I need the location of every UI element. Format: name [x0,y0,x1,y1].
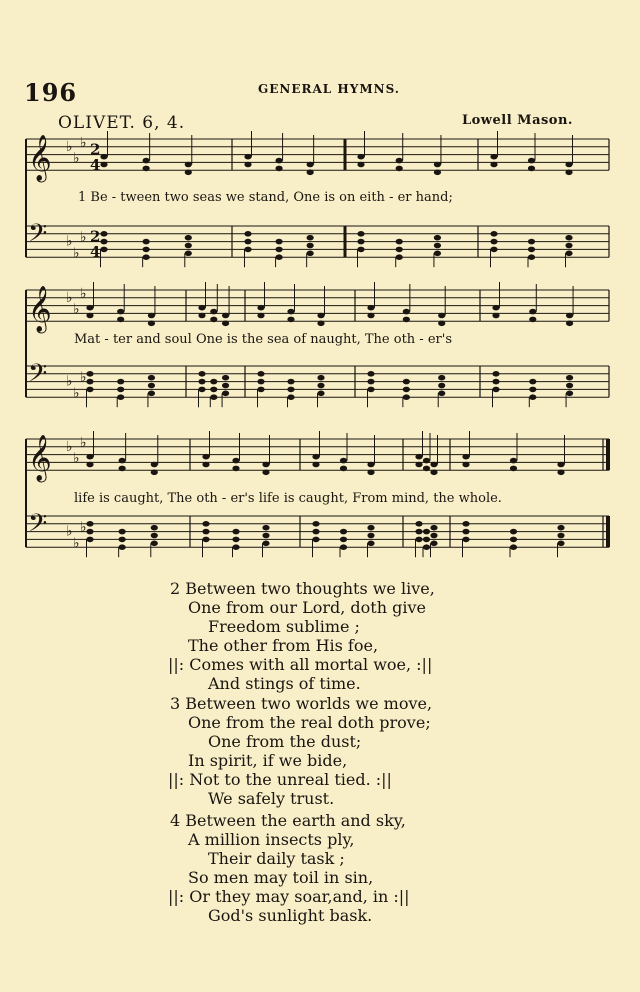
note-head [210,387,217,393]
note-head [529,317,536,323]
note-head [490,162,497,168]
note-head [312,462,319,468]
note-head [423,458,430,464]
note-head [222,391,229,397]
note-head [434,162,441,168]
note-head [423,537,430,543]
note-head [415,537,422,543]
note-head [287,317,294,323]
note-head [222,321,229,327]
note-head [566,375,573,381]
note-head [312,537,319,543]
note-head [565,251,572,257]
verse-line: God's sunlight bask. [208,906,373,925]
note-head [528,166,535,172]
note-head [367,462,374,468]
time-signature-bottom: 4 [90,156,101,175]
note-head [117,387,124,393]
note-head [86,379,93,385]
page-number: 196 [24,78,78,107]
note-head [257,371,264,377]
note-head [415,462,422,468]
verse-3 [170,694,432,808]
note-head [119,537,126,543]
bass-clef-icon: 𝄢 [28,219,48,254]
flat-icon: ♭ [73,450,80,467]
note-head [430,533,437,539]
note-head [340,537,347,543]
note-head [222,375,229,381]
verse-line: Freedom sublime ; [208,617,360,636]
note-head [210,394,217,400]
note-head [148,375,155,381]
note-head [222,313,229,319]
note-head [317,321,324,327]
note-head [492,305,499,311]
note-head [557,525,564,531]
note-head [117,394,124,400]
note-head [185,251,192,257]
note-head [287,309,294,315]
verse-line: ||: Comes with all mortal woe, :|| [168,655,433,674]
verse-line: In spirit, if we bide, [188,751,348,770]
note-head [415,521,422,527]
verse-line: 2 Between two thoughts we live, [170,579,435,598]
note-head [151,541,158,547]
verse-line: ||: Or they may soar,and, in :|| [168,887,410,906]
note-head [438,375,445,381]
note-head [340,544,347,550]
note-head [119,458,126,464]
verse-line: And stings of time. [208,674,361,693]
note-head [367,525,374,531]
note-head [198,387,205,393]
note-head [423,466,430,472]
note-head [151,533,158,539]
bass-clef-icon: 𝄢 [28,359,48,394]
note-head [396,254,403,260]
flat-icon: ♭ [66,438,73,455]
note-head [100,162,107,168]
note-head [462,529,469,535]
note-head [143,158,150,164]
note-head [357,247,364,253]
treble-clef-icon: 𝄞 [28,135,52,181]
flat-icon: ♭ [73,535,80,552]
note-head [210,309,217,315]
note-head [244,162,251,168]
note-head [143,239,150,245]
note-head [185,162,192,168]
note-head [143,247,150,253]
note-head [510,529,517,535]
note-head [529,387,536,393]
note-head [490,231,497,237]
note-head [557,541,564,547]
note-head [434,251,441,257]
note-head [117,379,124,385]
note-head [257,387,264,393]
treble-clef-icon: 𝄞 [28,286,52,332]
note-head [396,166,403,172]
composer-name: Lowell Mason. [462,113,573,128]
note-head [367,379,374,385]
flat-icon: ♭ [66,373,73,390]
treble-clef-icon: 𝄞 [28,435,52,481]
note-head [86,454,93,460]
verse-line: 4 Between the earth and sky, [170,811,406,830]
note-head [510,466,517,472]
note-head [312,529,319,535]
note-head [100,154,107,160]
note-head [492,371,499,377]
flat-icon: ♭ [66,289,73,306]
hymn-title: OLIVET. 6, 4. [58,113,186,133]
verse-line: The other from His foe, [188,636,379,655]
note-head [340,529,347,535]
note-head [529,379,536,385]
note-head [396,158,403,164]
note-head [340,458,347,464]
note-head [357,239,364,245]
flat-icon: ♭ [66,138,73,155]
note-head [86,313,93,319]
note-head [438,313,445,319]
note-head [403,309,410,315]
note-head [566,391,573,397]
note-head [275,166,282,172]
note-head [492,387,499,393]
note-head [430,541,437,547]
note-head [492,313,499,319]
flat-icon: ♭ [73,245,80,262]
note-head [151,525,158,531]
note-head [287,394,294,400]
note-head [244,231,251,237]
note-head [262,462,269,468]
note-head [438,391,445,397]
flat-icon: ♭ [80,229,87,246]
note-head [198,379,205,385]
note-head [198,313,205,319]
note-head [257,305,264,311]
note-head [403,394,410,400]
note-head [275,158,282,164]
verse-line: ||: Not to the unreal tied. :|| [168,770,392,789]
note-head [307,235,314,241]
note-head [510,458,517,464]
note-head [202,454,209,460]
note-head [119,544,126,550]
note-head [557,533,564,539]
note-head [262,470,269,476]
verse-4 [170,811,410,925]
time-signature-bottom: 4 [90,243,101,262]
note-head [357,154,364,160]
note-head [462,521,469,527]
note-head [148,383,155,389]
note-head [367,541,374,547]
lyric-line-1: 1 Be - tween two seas we stand, One is on eith - er hand; [78,190,453,205]
note-head [367,533,374,539]
flat-icon: ♭ [80,285,87,302]
note-head [430,462,437,468]
flat-icon: ♭ [73,301,80,318]
note-head [396,247,403,253]
note-head [222,383,229,389]
note-head [528,254,535,260]
note-head [492,379,499,385]
note-head [86,537,93,543]
note-head [367,470,374,476]
note-head [557,470,564,476]
note-head [367,387,374,393]
verse-line: One from our Lord, doth give [188,598,426,617]
note-head [430,525,437,531]
note-head [357,162,364,168]
flat-icon: ♭ [73,150,80,167]
note-head [423,544,430,550]
note-head [340,466,347,472]
note-head [262,533,269,539]
note-head [232,529,239,535]
flat-icon: ♭ [80,369,87,386]
note-head [143,166,150,172]
note-head [119,466,126,472]
note-head [148,321,155,327]
note-head [528,158,535,164]
note-head [86,371,93,377]
note-head [434,235,441,241]
verse-2 [170,579,435,693]
note-head [490,247,497,253]
note-head [357,231,364,237]
note-head [430,470,437,476]
verse-line: 3 Between two worlds we move, [170,694,433,713]
note-head [185,170,192,176]
note-head [307,162,314,168]
note-head [317,391,324,397]
note-head [565,170,572,176]
note-head [100,247,107,253]
note-head [202,529,209,535]
note-head [262,541,269,547]
note-head [462,537,469,543]
note-head [148,391,155,397]
note-head [367,371,374,377]
flat-icon: ♭ [80,134,87,151]
note-head [257,379,264,385]
note-head [100,239,107,245]
note-head [403,387,410,393]
note-head [557,462,564,468]
note-head [415,529,422,535]
note-head [185,235,192,241]
note-head [119,529,126,535]
note-head [490,154,497,160]
note-head [198,371,205,377]
note-head [86,521,93,527]
flat-icon: ♭ [66,523,73,540]
note-head [86,387,93,393]
note-head [257,313,264,319]
verse-line: We safely trust. [208,789,335,808]
note-head [232,466,239,472]
note-head [528,247,535,253]
note-head [403,317,410,323]
note-head [529,309,536,315]
note-head [566,313,573,319]
note-head [462,454,469,460]
verse-line: Their daily task ; [208,849,345,868]
note-head [198,305,205,311]
note-head [275,247,282,253]
note-head [307,243,314,249]
note-head [396,239,403,245]
note-head [565,235,572,241]
note-head [415,454,422,460]
lyric-line-3: life is caught, The oth - er's life is caught, From mind, the whole. [74,491,502,506]
verse-line: One from the dust; [208,732,362,751]
note-head [307,170,314,176]
note-head [202,537,209,543]
note-head [510,544,517,550]
flat-icon: ♭ [73,385,80,402]
note-head [202,521,209,527]
lyric-line-2: Mat - ter and soul One is the sea of naught, The oth - er's [74,332,452,347]
note-head [232,544,239,550]
note-head [244,247,251,253]
note-head [262,525,269,531]
note-head [423,529,430,535]
note-head [244,154,251,160]
note-head [275,239,282,245]
note-head [307,251,314,257]
note-head [86,305,93,311]
time-signature-top: 2 [90,227,101,246]
note-head [202,462,209,468]
note-head [148,313,155,319]
note-head [232,458,239,464]
bass-clef-icon: 𝄢 [28,509,48,544]
note-head [317,383,324,389]
note-head [151,470,158,476]
note-head [317,313,324,319]
note-head [151,462,158,468]
note-head [434,243,441,249]
flat-icon: ♭ [80,434,87,451]
note-head [312,521,319,527]
note-head [490,239,497,245]
note-head [438,383,445,389]
flat-icon: ♭ [80,519,87,536]
time-signature-top: 2 [90,140,101,159]
verse-line: So men may toil in sin, [188,868,374,887]
note-head [210,379,217,385]
note-head [367,305,374,311]
note-head [86,529,93,535]
note-head [244,239,251,245]
note-head [434,170,441,176]
note-head [565,162,572,168]
verse-line: A million insects ply, [188,830,355,849]
note-head [565,243,572,249]
note-head [367,313,374,319]
note-head [86,462,93,468]
note-head [566,321,573,327]
note-head [528,239,535,245]
note-head [117,309,124,315]
note-head [287,387,294,393]
running-head: GENERAL HYMNS. [258,82,400,96]
note-head [287,379,294,385]
note-head [210,317,217,323]
note-head [185,243,192,249]
note-head [438,321,445,327]
note-head [529,394,536,400]
note-head [312,454,319,460]
note-head [462,462,469,468]
note-head [566,383,573,389]
note-head [275,254,282,260]
note-head [317,375,324,381]
note-head [143,254,150,260]
note-head [510,537,517,543]
note-head [232,537,239,543]
verse-line: One from the real doth prove; [188,713,431,732]
flat-icon: ♭ [66,233,73,250]
note-head [100,231,107,237]
note-head [403,379,410,385]
note-head [117,317,124,323]
